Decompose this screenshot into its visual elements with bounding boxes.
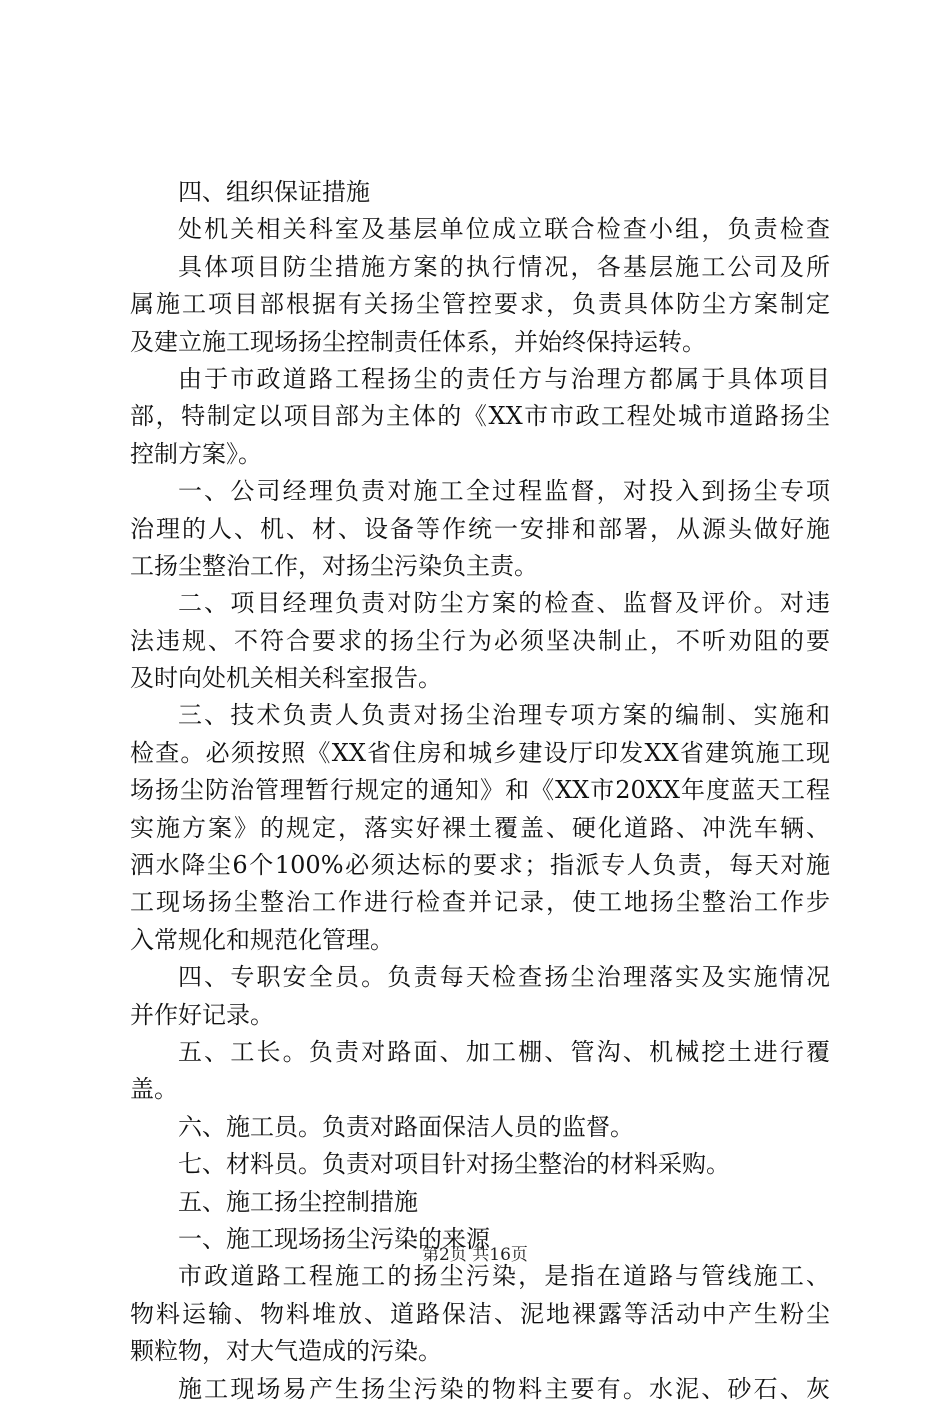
paragraph-line: 部，特制定以项目部为主体的《XX市市政工程处城市道路扬尘 [130,402,830,431]
paragraph-line: 属施工项目部根据有关扬尘管控要求，负责具体防尘方案制定 [130,290,830,319]
section-heading: 四、组织保证措施 [178,178,370,206]
paragraph-line: 施工现场易产生扬尘污染的物料主要有。水泥、砂石、灰 [178,1374,830,1403]
paragraph-line: 及建立施工现场扬尘控制责任体系，并始终保持运转。 [130,327,706,356]
paragraph-line: 治理的人、机、材、设备等作统一安排和部署，从源头做好施 [130,514,830,543]
paragraph-line: 场扬尘防治管理暂行规定的通知》和《XX市20XX年度蓝天工程 [130,776,830,805]
paragraph-line: 二、项目经理负责对防尘方案的检查、监督及评价。对违 [178,589,830,618]
paragraph-line: 物料运输、物料堆放、道路保洁、泥地裸露等活动中产生粉尘 [130,1299,830,1328]
paragraph-line: 并作好记录。 [130,1000,274,1029]
paragraph-line: 工现场扬尘整治工作进行检查并记录，使工地扬尘整治工作步 [130,888,830,917]
paragraph-line: 检查。必须按照《XX省住房和城乡建设厅印发XX省建筑施工现 [130,738,830,767]
paragraph-line: 五、工长。负责对路面、加工棚、管沟、机械挖土进行覆 [178,1037,830,1066]
paragraph-line: 四、专职安全员。负责每天检查扬尘治理落实及实施情况 [178,963,830,992]
paragraph-line: 实施方案》的规定，落实好裸土覆盖、硬化道路、冲洗车辆、 [130,813,830,842]
paragraph-line: 盖。 [130,1075,178,1104]
paragraph-line: 法违规、不符合要求的扬尘行为必须坚决制止，不听劝阻的要 [130,626,830,655]
paragraph-line: 洒水降尘6个100%必须达标的要求；指派专人负责，每天对施 [130,851,830,880]
paragraph-line: 六、施工员。负责对路面保洁人员的监督。 [178,1112,634,1141]
paragraph-line: 入常规化和规范化管理。 [130,925,394,954]
paragraph-line: 由于市政道路工程扬尘的责任方与治理方都属于具体项目 [178,364,830,393]
paragraph-line: 控制方案》。 [130,439,262,468]
paragraph-line: 具体项目防尘措施方案的执行情况，各基层施工公司及所 [178,252,830,281]
paragraph-line: 处机关相关科室及基层单位成立联合检查小组，负责检查 [178,215,830,244]
paragraph-line: 七、材料员。负责对项目针对扬尘整治的材料采购。 [178,1150,730,1179]
section-heading: 五、施工扬尘控制措施 [178,1187,418,1216]
page-number-footer: 第2页 共16页 [422,1245,528,1265]
paragraph-line: 市政道路工程施工的扬尘污染，是指在道路与管线施工、 [178,1262,830,1291]
paragraph-line: 工扬尘整治工作，对扬尘污染负主责。 [130,551,538,580]
paragraph-line: 一、公司经理负责对施工全过程监督，对投入到扬尘专项 [178,477,830,506]
paragraph-line: 颗粒物，对大气造成的污染。 [130,1337,442,1366]
subsection-heading: 一、施工现场扬尘污染的来源 [178,1224,490,1253]
document-body [130,174,830,1408]
paragraph-line: 及时向处机关相关科室报告。 [130,664,442,693]
paragraph-line: 三、技术负责人负责对扬尘治理专项方案的编制、实施和 [178,701,830,730]
